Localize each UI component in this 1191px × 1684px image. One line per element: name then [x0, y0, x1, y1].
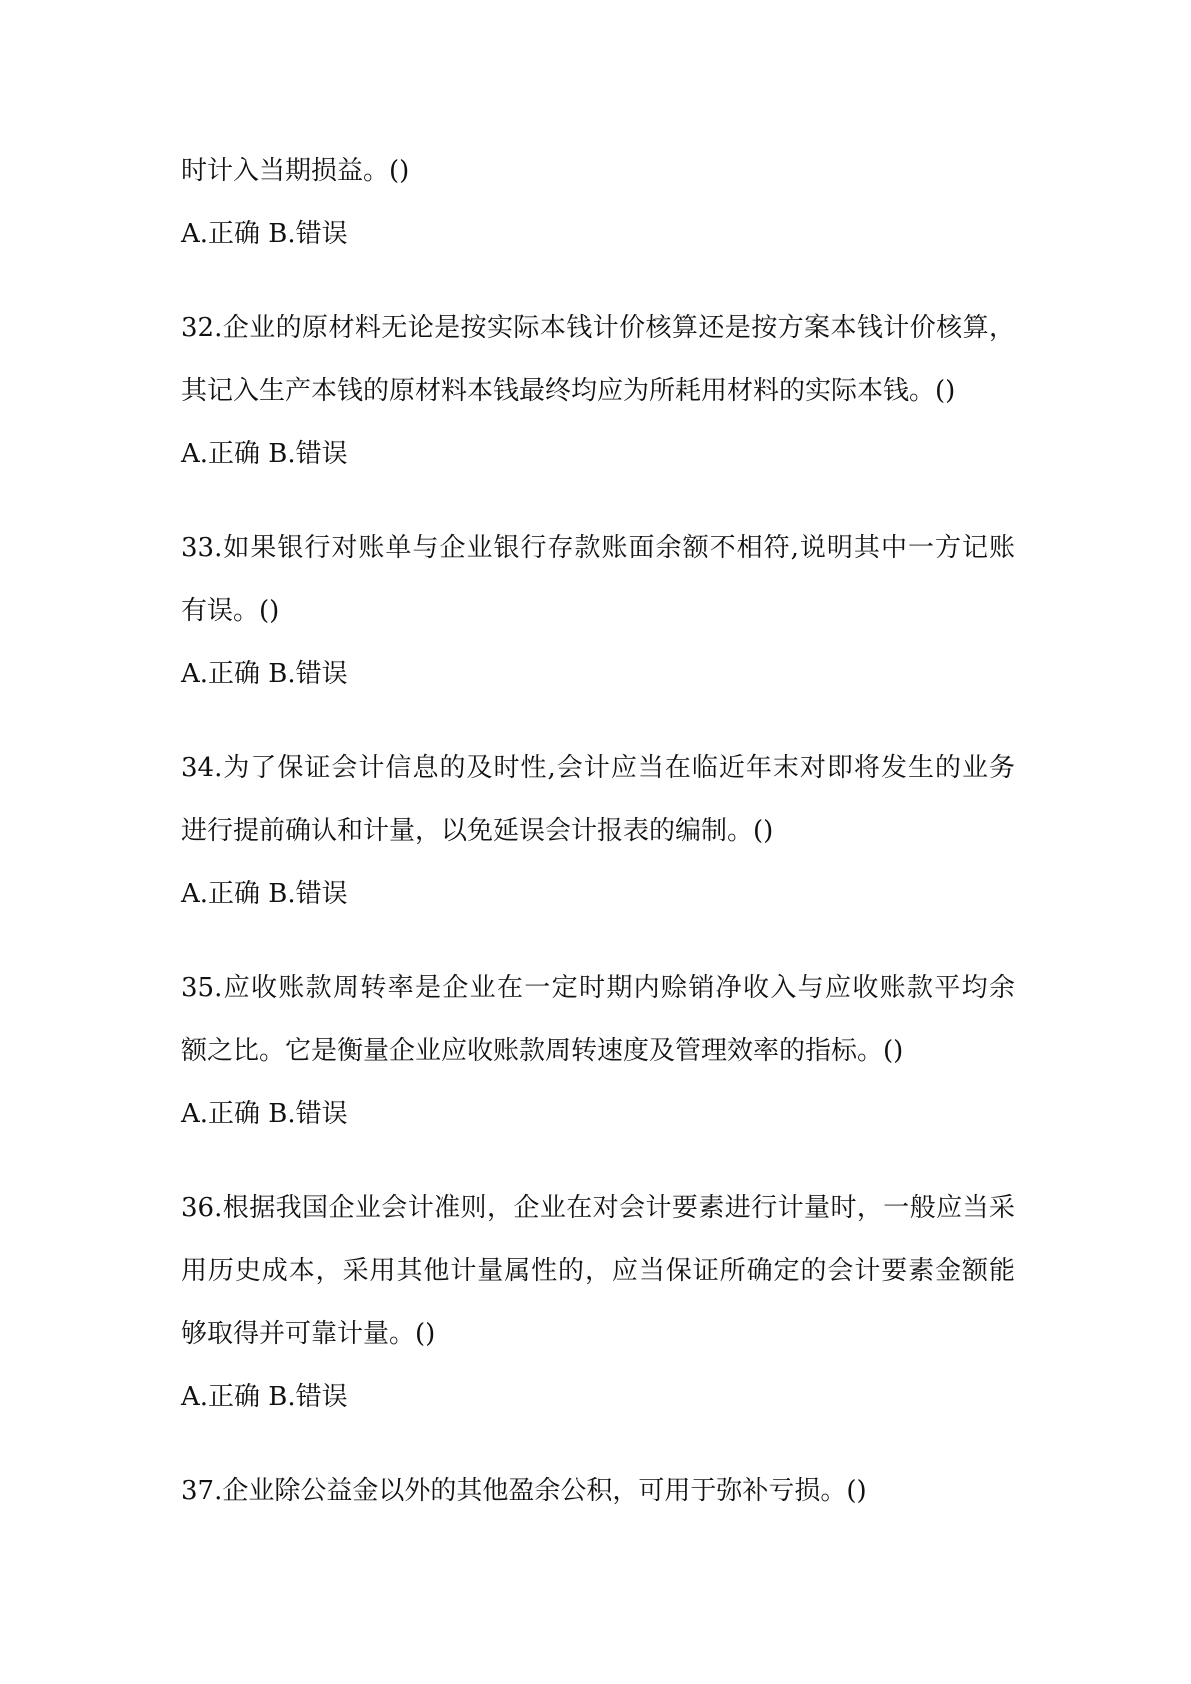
- question-text-line: 时计入当期损益。(): [181, 156, 410, 186]
- question-33: [181, 517, 1015, 706]
- answer-options: A.正确 B.错误: [181, 1099, 348, 1129]
- question-36: [181, 1177, 1015, 1429]
- question-text-line: 用历史成本，采用其他计量属性的，应当保证所确定的会计要素金额能: [181, 1256, 1015, 1286]
- question-32: [181, 297, 1015, 486]
- answer-options: A.正确 B.错误: [181, 439, 348, 469]
- question-text-line: 够取得并可靠计量。(): [181, 1319, 436, 1349]
- question-text-line: 进行提前确认和计量，以免延误会计报表的编制。(): [181, 816, 774, 846]
- question-text-line: 34.为了保证会计信息的及时性,会计应当在临近年末对即将发生的业务: [181, 753, 1015, 783]
- answer-options: A.正确 B.错误: [181, 659, 348, 689]
- question-text-line: 32.企业的原材料无论是按实际本钱计价核算还是按方案本钱计价核算，: [181, 313, 1015, 343]
- answer-options: A.正确 B.错误: [181, 879, 348, 909]
- question-text-line: 33.如果银行对账单与企业银行存款账面余额不相符,说明其中一方记账: [181, 533, 1015, 563]
- question-text-line: 有误。(): [181, 596, 280, 626]
- answer-options: A.正确 B.错误: [181, 219, 348, 249]
- question-35: [181, 957, 1015, 1146]
- question-31-continuation: [181, 140, 1015, 266]
- question-text-line: 其记入生产本钱的原材料本钱最终均应为所耗用材料的实际本钱。(): [181, 376, 956, 406]
- answer-options: A.正确 B.错误: [181, 1382, 348, 1412]
- question-text-line: 36.根据我国企业会计准则，企业在对会计要素进行计量时，一般应当采: [181, 1193, 1015, 1223]
- question-text-line: 额之比。它是衡量企业应收账款周转速度及管理效率的指标。(): [181, 1036, 904, 1066]
- question-34: [181, 737, 1015, 926]
- question-37: [181, 1460, 1015, 1523]
- question-text-line: 35.应收账款周转率是企业在一定时期内赊销净收入与应收账款平均余: [181, 973, 1015, 1003]
- question-text-line: 37.企业除公益金以外的其他盈余公积，可用于弥补亏损。(): [181, 1476, 867, 1506]
